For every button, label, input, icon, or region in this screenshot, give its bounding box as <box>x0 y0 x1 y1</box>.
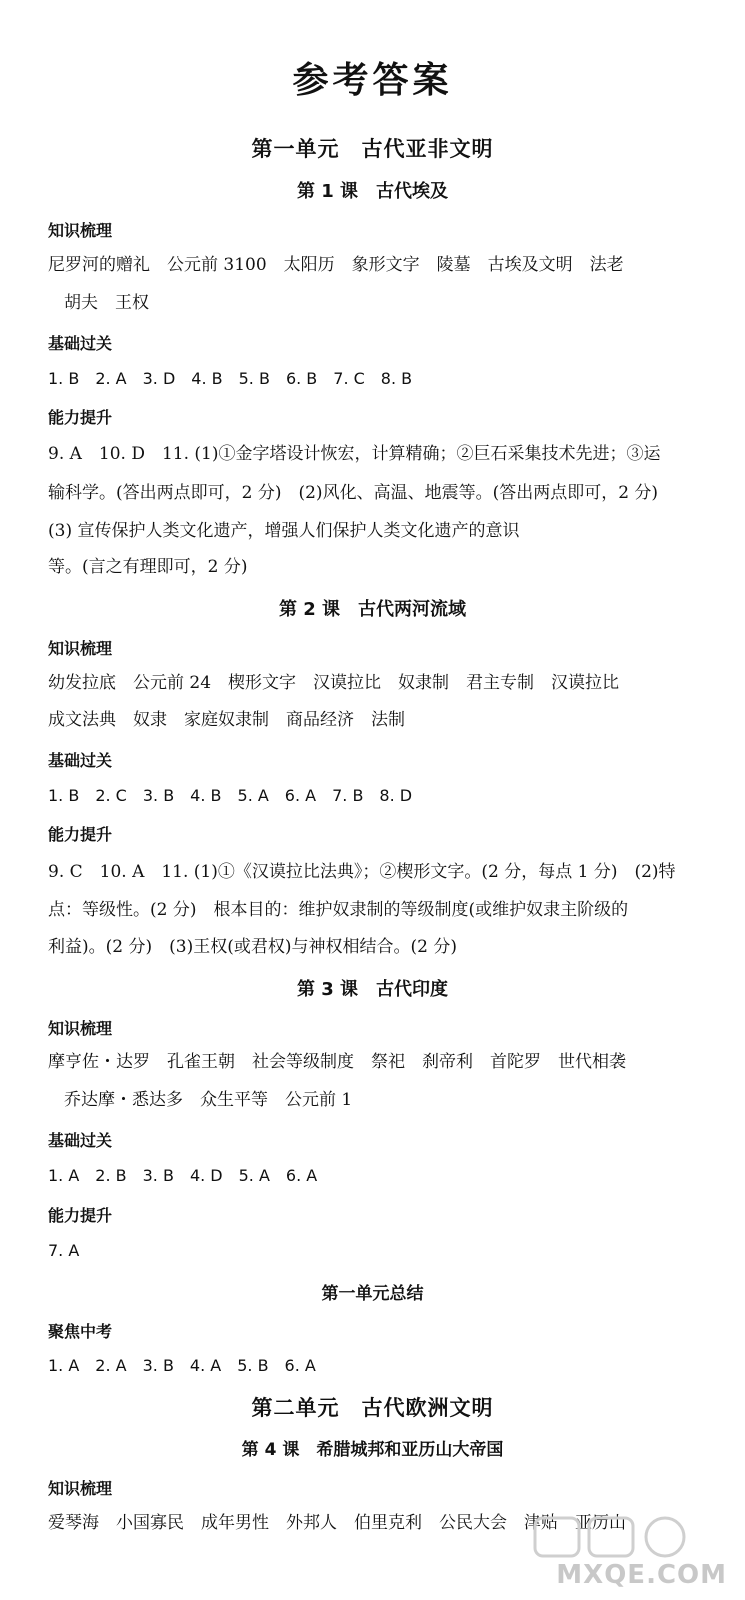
lesson4-title: 第 4 课 希腊城邦和亚历山大帝国 <box>241 1440 504 1460</box>
unit1-summary-title: 第一单元总结 <box>321 1284 424 1304</box>
lesson1-basic-answers: 1. B 2. A 3. D 4. B 5. B 6. B 7. C 8. B <box>48 369 413 388</box>
lesson4-knowledge-line: 爱琴海 小国寡民 成年男性 外邦人 伯里克利 公民大会 津贴 亚历山 <box>48 1513 626 1533</box>
watermark-text: MXQE.COM <box>556 1560 727 1590</box>
watermark-logo-icon <box>527 1512 727 1562</box>
lesson1-ability-line: 等。(言之有理即可，2 分) <box>48 557 248 577</box>
lesson1-ability-line: (3) 宣传保护人类文化遗产，增强人们保护人类文化遗产的意识 <box>48 521 520 541</box>
lesson2-ability-line: 9. C 10. A 11. (1)①《汉谟拉比法典》；②楔形文字。(2 分，每点 1 分) (2)特 <box>48 862 676 882</box>
lesson1-ability-label: 能力提升 <box>48 408 113 427</box>
watermark <box>527 1512 727 1590</box>
lesson2-knowledge-line: 幼发拉底 公元前 24 楔形文字 汉谟拉比 奴隶制 君主专制 汉谟拉比 <box>48 673 620 693</box>
lesson3-title: 第 3 课 古代印度 <box>296 979 449 1000</box>
lesson2-ability-line: 点：等级性。(2 分) 根本目的：维护奴隶制的等级制度(或维护奴隶主阶级的 <box>48 900 629 920</box>
lesson2-basic-answers: 1. B 2. C 3. B 4. B 5. A 6. A 7. B 8. D <box>48 786 413 805</box>
summary-focus-label: 聚焦中考 <box>48 1322 113 1341</box>
lesson3-knowledge-line: 摩亨佐・达罗 孔雀王朝 社会等级制度 祭祀 刹帝利 首陀罗 世代相袭 <box>48 1052 626 1072</box>
lesson2-ability-label: 能力提升 <box>48 825 113 844</box>
lesson3-knowledge-line: 乔达摩・悉达多 众生平等 公元前 1 <box>64 1090 353 1110</box>
lesson1-basic-label: 基础过关 <box>48 334 113 353</box>
summary-focus-answers: 1. A 2. A 3. B 4. A 5. B 6. A <box>48 1356 316 1375</box>
page-title: 参考答案 <box>292 60 453 101</box>
lesson3-basic-label: 基础过关 <box>48 1131 113 1150</box>
lesson4-knowledge-label: 知识梳理 <box>48 1479 113 1498</box>
lesson1-ability-line: 9. A 10. D 11. (1)①金字塔设计恢宏，计算精确；②巨石采集技术先进；③运 <box>48 444 661 464</box>
lesson2-title: 第 2 课 古代两河流域 <box>278 599 467 620</box>
unit1-title: 第一单元 古代亚非文明 <box>251 137 494 161</box>
lesson1-knowledge-label: 知识梳理 <box>48 221 113 240</box>
lesson1-knowledge-line: 胡夫 王权 <box>64 293 149 313</box>
unit2-title: 第二单元 古代欧洲文明 <box>251 1396 494 1420</box>
lesson3-knowledge-label: 知识梳理 <box>48 1019 113 1038</box>
lesson2-ability-line: 利益)。(2 分) (3)王权(或君权)与神权相结合。(2 分) <box>48 937 457 957</box>
lesson1-title: 第 1 课 古代埃及 <box>296 181 449 202</box>
lesson1-knowledge-line: 尼罗河的赠礼 公元前 3100 太阳历 象形文字 陵墓 古埃及文明 法老 <box>48 255 624 275</box>
lesson2-basic-label: 基础过关 <box>48 751 113 770</box>
lesson3-ability-label: 能力提升 <box>48 1206 113 1225</box>
lesson2-knowledge-line: 成文法典 奴隶 家庭奴隶制 商品经济 法制 <box>48 710 405 730</box>
lesson3-basic-answers: 1. A 2. B 3. B 4. D 5. A 6. A <box>48 1166 318 1185</box>
lesson1-ability-line: 输科学。(答出两点即可，2 分) (2)风化、高温、地震等。(答出两点即可，2 分) <box>48 483 659 503</box>
lesson3-ability-answers: 7. A <box>48 1241 80 1260</box>
lesson2-knowledge-label: 知识梳理 <box>48 639 113 658</box>
